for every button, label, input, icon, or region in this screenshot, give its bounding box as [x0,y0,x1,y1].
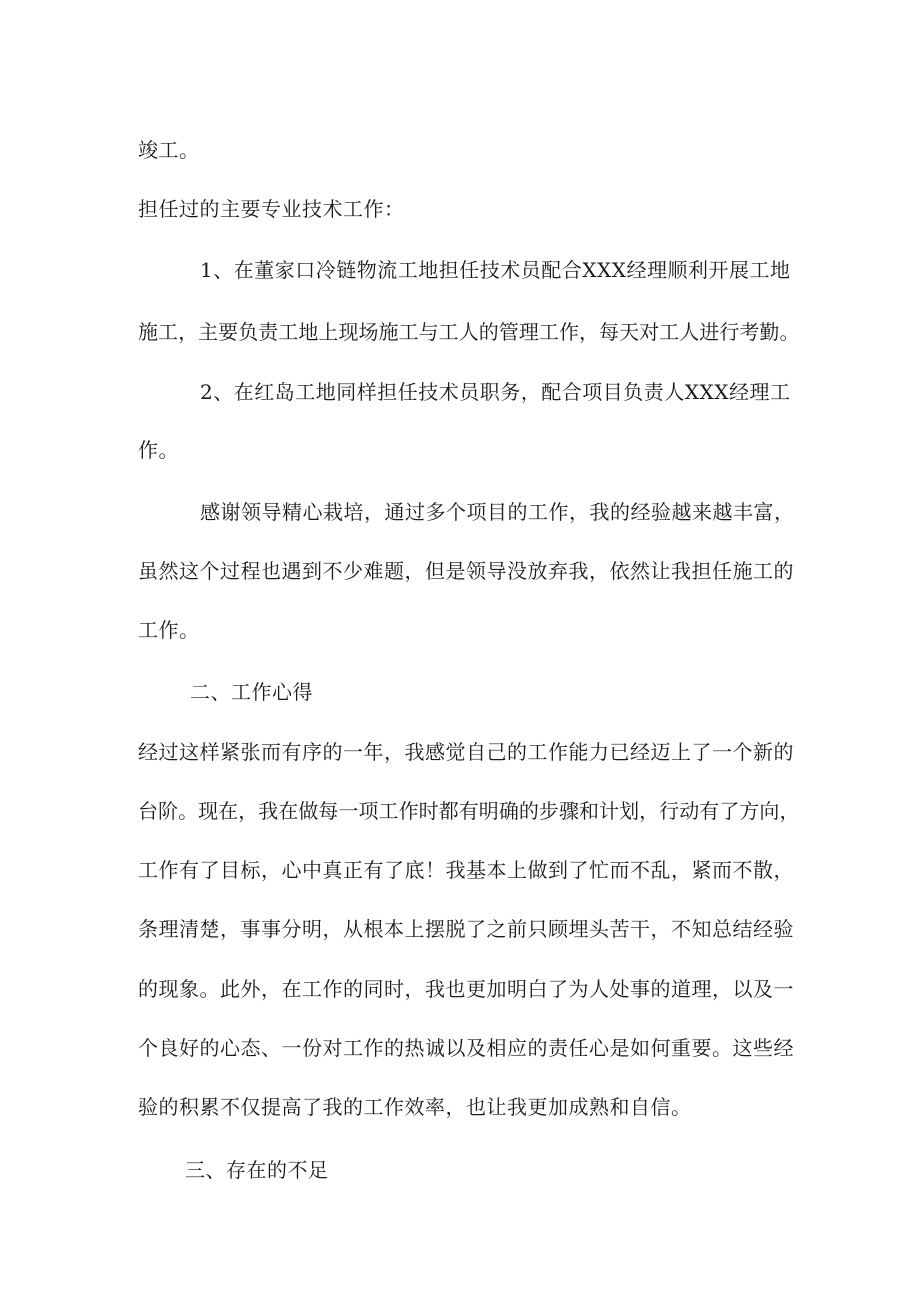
paragraph-line: 虽然这个过程也遇到不少难题，但是领导没放弃我，依然让我担任施工的 [138,559,794,583]
paragraph-line: 经过这样紧张而有序的一年，我感觉自己的工作能力已经迈上了一个新的 [138,740,794,764]
list-item-2-line: 作。 [138,438,179,462]
paragraph-line: 个良好的心态、一份对工作的热诚以及相应的责任心是如何重要。这些经 [138,1036,794,1060]
section-heading-2: 二、工作心得 [190,680,313,704]
paragraph-line: 工作有了目标，心中真正有了底！我基本上做到了忙而不乱，紧而不散， [138,858,794,882]
paragraph-line: 工作。 [138,618,200,642]
list-item-1-line: 1、在董家口冷链物流工地担任技术员配合XXX经理顺利开展工地 [200,258,791,282]
paragraph-line: 条理清楚，事事分明，从根本上摆脱了之前只顾埋头苦干，不知总结经验 [138,917,794,941]
list-item-2-line: 2、在红岛工地同样担任技术员职务，配合项目负责人XXX经理工 [200,380,791,404]
paragraph-line: 台阶。现在，我在做每一项工作时都有明确的步骤和计划，行动有了方向， [138,799,800,823]
section-heading-3: 三、存在的不足 [185,1158,329,1182]
paragraph-line: 的现象。此外，在工作的同时，我也更加明白了为人处事的道理，以及一 [138,977,794,1001]
text-line: 担任过的主要专业技术工作： [138,197,405,221]
paragraph-line: 验的积累不仅提高了我的工作效率，也让我更加成熟和自信。 [138,1095,692,1119]
list-item-1-line: 施工，主要负责工地上现场施工与工人的管理工作，每天对工人进行考勤。 [138,320,800,344]
text-line: 竣工。 [138,138,200,162]
paragraph-line: 感谢领导精心栽培，通过多个项目的工作，我的经验越来越丰富， [200,500,795,524]
